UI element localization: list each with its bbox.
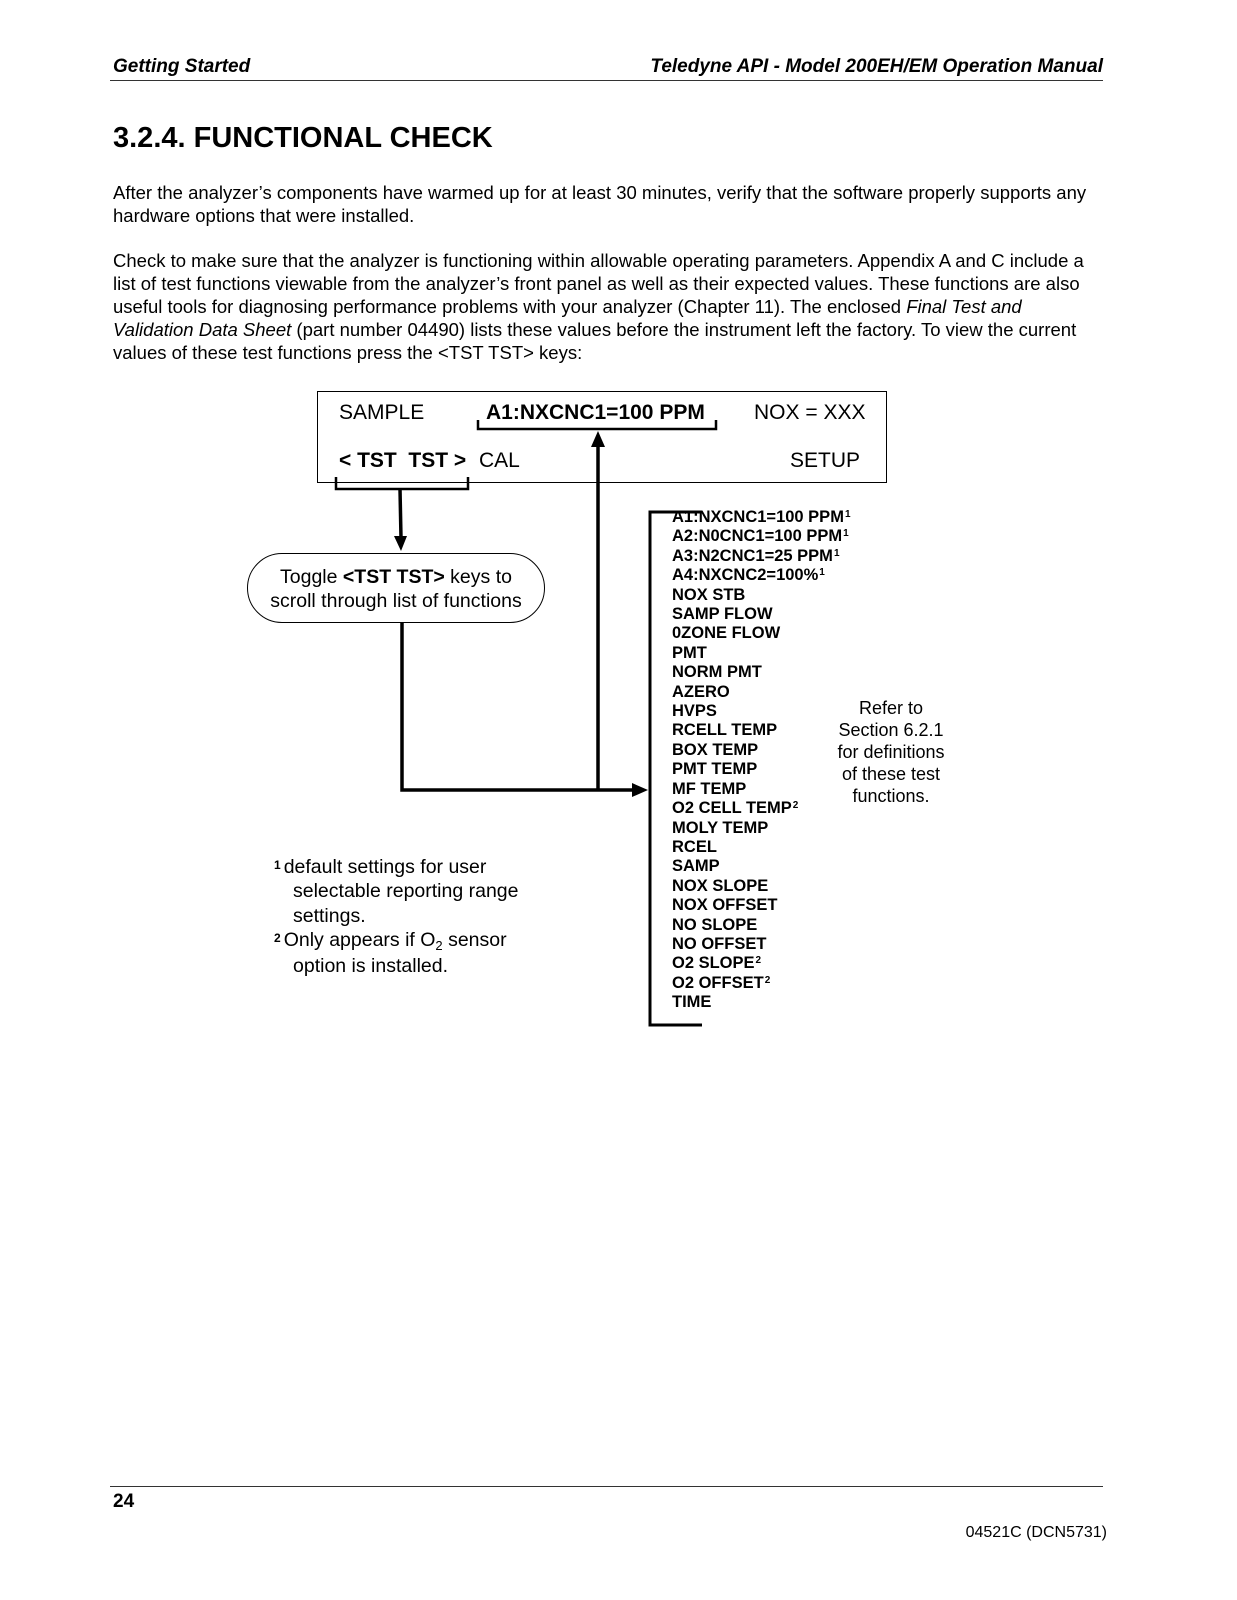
test-function-name: MF TEMP [672, 779, 747, 798]
test-function-name: NOX STB [672, 585, 746, 604]
test-function-name: A2:N0CNC1=100 PPM [672, 527, 843, 546]
setup-button[interactable]: SETUP [790, 449, 861, 472]
test-function-item [672, 935, 851, 954]
running-header-section: Getting Started [113, 56, 251, 77]
diagram-footnotes [274, 855, 518, 978]
callout-line-2: scroll through list of functions [270, 590, 522, 612]
test-function-name: O2 OFFSET [672, 973, 764, 992]
arrowhead-right [632, 783, 648, 797]
test-function-name: RCEL [672, 837, 717, 856]
test-function-name: NOX SLOPE [672, 876, 769, 895]
test-function-name: BOX TEMP [672, 740, 759, 759]
test-function-item [672, 819, 851, 838]
footnote-1 [274, 855, 518, 879]
test-function-name: NOX OFFSET [672, 896, 778, 915]
test-function-name: PMT TEMP [672, 760, 758, 779]
test-function-name: A3:N2CNC1=25 PPM [672, 546, 833, 565]
test-function-item [672, 547, 851, 566]
footnote-text: selectable reporting range [293, 880, 519, 903]
footnote-ref: 2 [764, 974, 771, 986]
test-function-name: NO SLOPE [672, 915, 758, 934]
test-function-name: SAMP FLOW [672, 605, 773, 624]
display-reading: NOX = XXX [754, 401, 866, 424]
test-function-item [672, 799, 851, 818]
section-title: 3.2.4. FUNCTIONAL CHECK [113, 122, 493, 154]
paragraph-check-post: (part number 04490) lists these values before the instrument left the factory. To view the current values of these test functions press the <TST TST> keys: [113, 319, 1077, 363]
running-header-manual-title: Teledyne API - Model 200EH/EM Operation Manual [650, 56, 1103, 77]
test-function-name: MOLY TEMP [672, 818, 769, 837]
refer-line: Section 6.2.1 [838, 720, 944, 740]
test-function-item [672, 760, 851, 779]
footnote-marker: 1 [274, 858, 281, 872]
callout-text-pre: Toggle [280, 566, 343, 588]
test-function-item [672, 974, 851, 993]
test-function-name: TIME [672, 993, 712, 1012]
test-function-name: O2 CELL TEMP [672, 799, 792, 818]
display-mode: SAMPLE [339, 401, 425, 424]
footnote-ref: 2 [755, 955, 762, 967]
arrowhead-down [394, 536, 407, 551]
test-function-name: RCELL TEMP [672, 721, 778, 740]
footnote-ref: 1 [819, 567, 825, 579]
test-function-name: PMT [672, 643, 707, 662]
arrow-to-callout [400, 489, 401, 538]
footnote-text: Only appears if O [283, 928, 436, 951]
footnote-ref: 1 [833, 547, 840, 559]
footnote-ref: 1 [844, 509, 851, 520]
test-function-name: O2 SLOPE [672, 954, 755, 973]
cal-button[interactable]: CAL [479, 449, 520, 472]
test-function-name: A4:NXCNC2=100% [672, 566, 819, 585]
footnote-2 [274, 928, 518, 954]
test-function-item [672, 508, 851, 527]
test-function-name: 0ZONE FLOW [672, 624, 781, 643]
footnote-ref: 2 [792, 800, 799, 812]
test-function-item [672, 721, 851, 740]
callout-text-post: keys to [444, 566, 512, 588]
test-function-name: SAMP [672, 857, 720, 876]
footnote-marker: 2 [274, 930, 281, 945]
footnote-ref: 1 [843, 528, 849, 540]
test-function-item [672, 702, 851, 721]
connector-callout-to-list [402, 623, 636, 790]
test-function-item [672, 993, 851, 1012]
test-function-item [672, 527, 851, 546]
page-number: 24 [113, 1491, 135, 1512]
display-message: A1:NXCNC1=100 PPM [486, 401, 705, 424]
test-function-item [672, 663, 851, 682]
test-function-item [672, 644, 851, 663]
test-function-item [672, 683, 851, 702]
refer-note [826, 697, 956, 807]
test-function-name: HVPS [672, 702, 717, 721]
test-function-item [672, 741, 851, 760]
refer-line: Refer to [858, 698, 924, 718]
test-function-item [672, 566, 851, 585]
test-function-name: A1:NXCNC1=100 PPM [672, 508, 844, 526]
test-function-item [672, 780, 851, 799]
callout-keys: <TST TST> [342, 566, 445, 588]
test-function-item [672, 586, 851, 605]
toggle-callout [247, 553, 545, 623]
test-function-name: NORM PMT [672, 663, 762, 682]
test-function-name: AZERO [672, 682, 730, 701]
paragraph-check-pre: Check to make sure that the analyzer is functioning within allowable operating parameters. Appendix A and C include a list of test functions viewable from the analyzer’s front panel as well as their expected values. These functions are also useful tools for diagnosing performance problems with your analyzer (Chapter 11). The enclosed [113, 250, 1084, 317]
refer-line: for definitions [837, 742, 945, 762]
subscript: 2 [435, 937, 443, 953]
paragraph-warmup: After the analyzer’s components have warmed up for at least 30 minutes, verify that the software properly supports any hardware options that were installed. [113, 182, 1087, 226]
tst-keys-button[interactable]: < TST TST > [339, 449, 467, 472]
test-function-item [672, 916, 851, 935]
test-function-item [672, 838, 851, 857]
document-id: 04521C (DCN5731) [965, 1524, 1107, 1541]
test-function-item [672, 857, 851, 876]
footnote-text: settings. [293, 904, 366, 927]
test-function-item [672, 605, 851, 624]
footnote-text: default settings for user [283, 856, 487, 878]
footnote-text: sensor [442, 928, 507, 951]
data-sheet-title: Final Test and Validation Data Sheet [113, 296, 1022, 340]
test-function-list [672, 508, 851, 1013]
footer-rule [110, 1486, 1103, 1487]
test-function-item [672, 896, 851, 915]
test-function-name: NO OFFSET [672, 934, 767, 953]
refer-line: of these test [841, 764, 941, 784]
refer-line: functions. [852, 786, 930, 806]
footnote-text: option is installed. [293, 955, 449, 978]
test-function-item [672, 954, 851, 973]
test-function-item [672, 624, 851, 643]
test-function-item [672, 877, 851, 896]
